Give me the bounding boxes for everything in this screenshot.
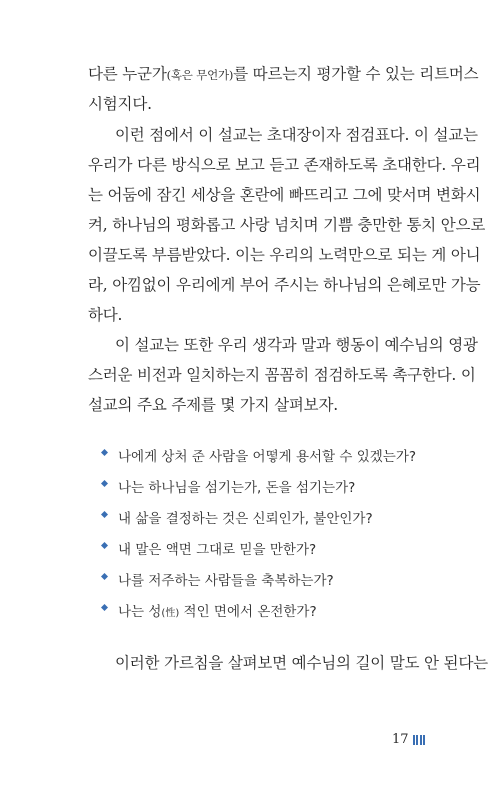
paragraph-3-line: 이 설교는 또한 우리 생각과 말과 행동이 예수님의 영광 (115, 336, 478, 354)
paragraph-2-line: 우리가 다른 방식으로 보고 듣고 존재하도록 초대한다. 우리 (88, 156, 481, 174)
text-segment: 다른 누군가 (88, 65, 167, 83)
paragraph-2-line: 이끌도록 부름받았다. 이는 우리의 노력만으로 되는 게 아니 (88, 246, 481, 264)
question-text: 나를 저주하는 사람들을 축복하는가? (118, 573, 334, 589)
parenthetical-note: (혹은 무언가) (166, 68, 234, 82)
question-item (118, 538, 316, 558)
diamond-bullet-icon (101, 449, 108, 456)
paragraph-2-line: 하다. (88, 306, 123, 324)
question-text: 내 삶을 결정하는 것은 신뢰인가, 불안인가? (118, 511, 373, 527)
question-text: 나는 하나님을 섬기는가, 돈을 섬기는가? (118, 480, 356, 496)
paragraph-3-line: 설교의 주요 주제를 몇 가지 살펴보자. (88, 396, 338, 414)
question-text: 내 말은 액면 그대로 믿을 만한가? (118, 542, 317, 558)
page-number (392, 732, 425, 747)
question-item (118, 600, 317, 620)
paragraph-3-line: 스러운 비전과 일치하는지 꼼꼼히 점검하도록 촉구한다. 이 (88, 366, 476, 384)
paragraph-2-line: 이런 점에서 이 설교는 초대장이자 점검표다. 이 설교는 (115, 126, 478, 144)
text-segment: 를 따르는지 평가할 수 있는 리트머스 (233, 65, 479, 83)
diamond-bullet-icon (101, 480, 108, 487)
question-item (118, 476, 355, 496)
hanja-note: (性) (161, 608, 180, 619)
page-number-text: 17 (391, 732, 409, 747)
diamond-bullet-icon (101, 511, 108, 518)
paragraph-2-line: 는 어둠에 잠긴 세상을 혼란에 빠뜨리고 그에 맞서며 변화시 (88, 186, 481, 204)
diamond-bullet-icon (101, 542, 108, 549)
paragraph-4-line: 이러한 가르침을 살펴보면 예수님의 길이 말도 안 된다는 (115, 654, 488, 672)
paragraph-2-line: 라, 아낌없이 우리에게 부어 주시는 하나님의 은혜로만 가능 (88, 276, 481, 294)
question-item (118, 507, 373, 527)
diamond-bullet-icon (101, 604, 108, 611)
diamond-bullet-icon (101, 573, 108, 580)
question-text: 나는 성 (118, 604, 162, 620)
paragraph-1-line-2: 시험지다. (88, 95, 152, 113)
question-item (118, 569, 334, 589)
paragraph-2-line: 켜, 하나님의 평화롭고 사랑 넘치며 기쁨 충만한 통치 안으로 (88, 216, 486, 234)
question-item (118, 445, 416, 465)
question-text: 적인 면에서 온전한가? (179, 604, 317, 620)
paragraph-1-line-1 (88, 62, 479, 84)
page-marker-bars-icon (413, 735, 426, 745)
question-text: 나에게 상처 준 사람을 어떻게 용서할 수 있겠는가? (118, 449, 417, 465)
